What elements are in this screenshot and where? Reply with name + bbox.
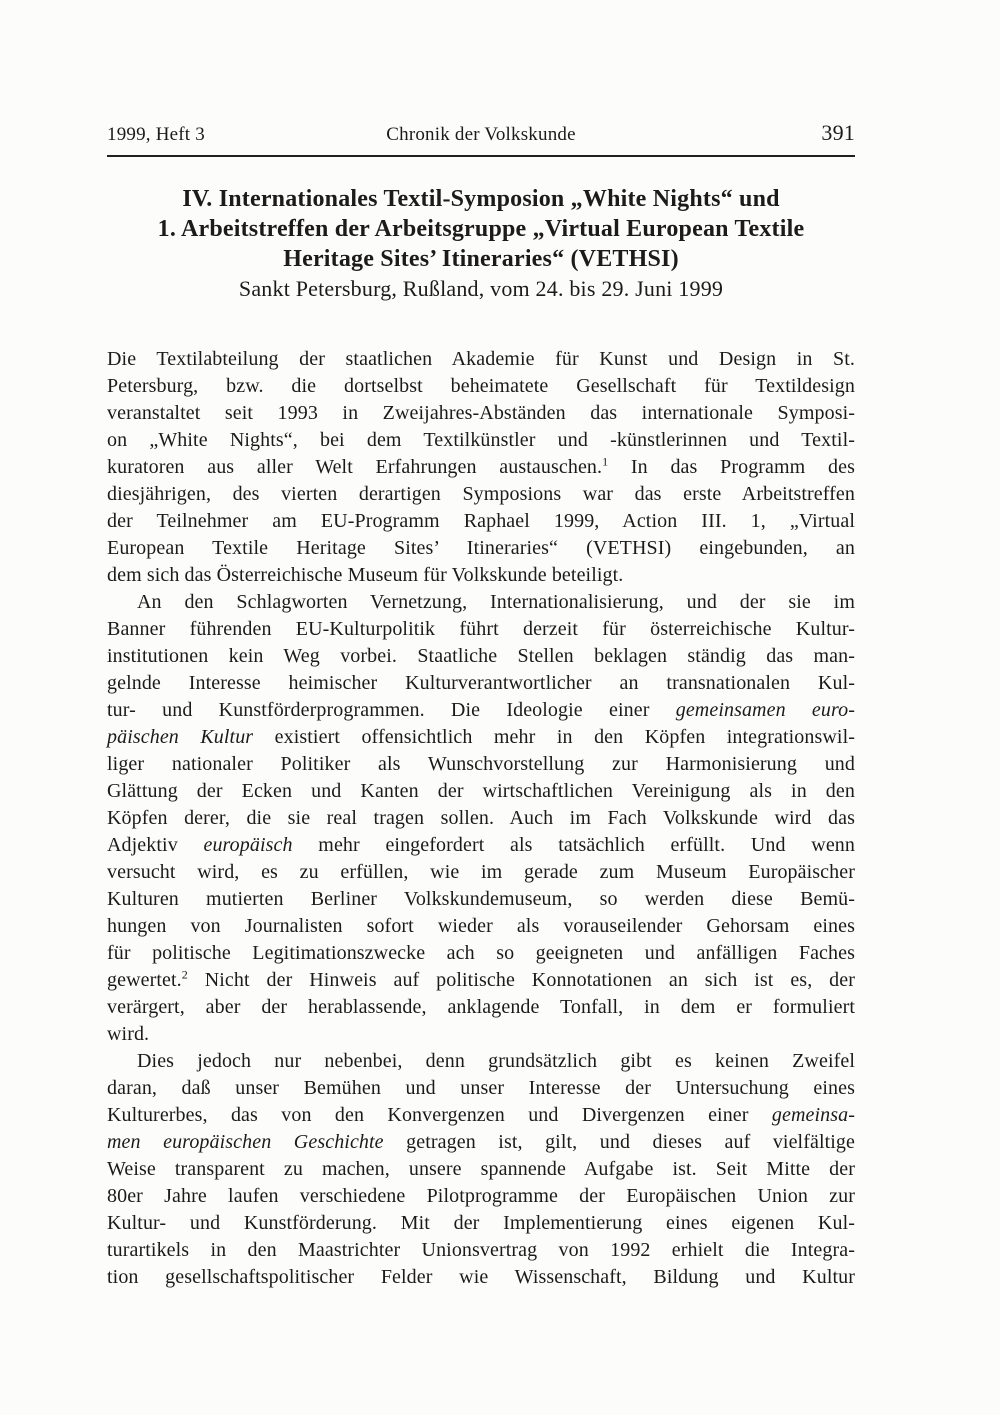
paragraph [107, 589, 855, 1048]
text-line [107, 562, 855, 589]
text-line [107, 1021, 855, 1048]
text-segment: versucht wird, es zu erfüllen, wie im gerade zum Museum Europäischer [107, 861, 855, 883]
text-segment: diesjährigen, des vierten derartigen Symposions war das erste Arbeitstreffen [107, 483, 855, 505]
text-segment: gelnde Interesse heimischer Kulturverantwortlicher an transnationalen Kul- [107, 672, 855, 694]
text-line [107, 454, 855, 481]
text-segment: Kultur- und Kunstförderung. Mit der Implementierung eines eigenen Kul- [107, 1212, 855, 1234]
text-segment: daran, daß unser Bemühen und unser Interesse der Untersuchung eines [107, 1077, 855, 1099]
text-segment: Kulturerbes, das von den Konvergenzen und Divergenzen einer [107, 1104, 772, 1126]
text-segment: tion gesellschaftspolitischer Felder wie Wissenschaft, Bildung und Kultur [107, 1266, 855, 1288]
text-segment: An den Schlagworten Vernetzung, Internationalisierung, und der sie im [137, 591, 855, 613]
paragraph [107, 1048, 855, 1291]
text-segment: verärgert, aber der herablassende, anklagende Tonfall, in dem er formuliert [107, 996, 855, 1018]
text-segment: der Teilnehmer am EU-Programm Raphael 1999, Action III. 1, „Virtual [107, 510, 855, 532]
text-line [107, 724, 855, 751]
text-line [107, 778, 855, 805]
text-segment: Nicht der Hinweis auf politische Konnotationen an sich ist es, der [187, 969, 855, 991]
text-segment: Banner führenden EU-Kulturpolitik führt derzeit für österreichische Kultur- [107, 618, 855, 640]
article-body [107, 346, 855, 1291]
text-segment: mehr eingefordert als tatsächlich erfüllt. Und wenn [292, 834, 855, 856]
text-line [107, 859, 855, 886]
text-line [107, 616, 855, 643]
text-line [107, 481, 855, 508]
text-line [107, 832, 855, 859]
text-segment: Petersburg, bzw. die dortselbst beheimatete Gesellschaft für Textildesign [107, 375, 855, 397]
page-header [107, 0, 855, 147]
italic-text: gemeinsa- [771, 1104, 855, 1126]
text-segment: für politische Legitimationszwecke ach so geeigneten und anfälligen Faches [107, 942, 855, 964]
text-line [107, 886, 855, 913]
text-line [107, 508, 855, 535]
text-segment: getragen ist, gilt, und dieses auf vielfältige [383, 1131, 855, 1153]
title-line-1: IV. Internationales Textil-Symposion „White Nights“ und [182, 186, 780, 212]
text-segment: kuratoren aus aller Welt Erfahrungen austauschen. [107, 456, 603, 478]
text-segment: gewertet. [107, 969, 182, 991]
text-segment: dem sich das Österreichische Museum für Volkskunde beteiligt. [107, 564, 624, 586]
text-line [107, 400, 855, 427]
text-segment: In das Programm des [608, 456, 855, 478]
text-segment: veranstaltet seit 1993 in Zweijahres-Abständen das internationale Symposi- [107, 402, 855, 424]
text-segment: tur- und Kunstförderprogrammen. Die Ideologie einer [107, 699, 676, 721]
title-line-2: 1. Arbeitstreffen der Arbeitsgruppe „Virtual European Textile [157, 216, 805, 242]
text-line [107, 751, 855, 778]
italic-text: gemeinsamen euro- [675, 699, 855, 721]
text-line [107, 697, 855, 724]
text-segment: existiert offensichtlich mehr in den Köpfen integrationswil- [253, 726, 855, 748]
text-line [107, 967, 855, 994]
text-segment: hungen von Journalisten sofort wieder als vorauseilender Gehorsam eines [107, 915, 855, 937]
header-rule [107, 155, 855, 157]
text-segment: Die Textilabteilung der staatlichen Akademie für Kunst und Design in St. [107, 348, 855, 370]
text-line [107, 670, 855, 697]
italic-text: päischen Kultur [107, 726, 254, 748]
article-subtitle: Sankt Petersburg, Rußland, vom 24. bis 29. Juni 1999 [238, 276, 724, 301]
header-issue: 1999, Heft 3 [107, 124, 205, 145]
text-segment: wird. [107, 1023, 150, 1045]
header-page-number: 391 [821, 120, 855, 145]
italic-text: men europäischen Geschichte [107, 1131, 384, 1153]
paragraph [107, 346, 855, 589]
footnote-marker: 1 [602, 454, 609, 469]
text-line [107, 1237, 855, 1264]
text-line [107, 940, 855, 967]
text-line [107, 1156, 855, 1183]
text-line [107, 643, 855, 670]
text-line [107, 1183, 855, 1210]
footnote-marker: 2 [181, 967, 188, 982]
text-line [107, 913, 855, 940]
text-line [107, 805, 855, 832]
text-line [107, 1210, 855, 1237]
text-segment: institutionen kein Weg vorbei. Staatliche Stellen beklagen ständig das man- [107, 645, 855, 667]
text-segment: European Textile Heritage Sites’ Itineraries“ (VETHSI) eingebunden, an [107, 537, 855, 559]
text-segment: Glättung der Ecken und Kanten der wirtschaftlichen Vereinigung als in den [107, 780, 855, 802]
text-line [107, 373, 855, 400]
text-line [107, 1264, 855, 1291]
text-line [107, 1075, 855, 1102]
text-line [107, 535, 855, 562]
header-journal-title: Chronik der Volkskunde [386, 124, 576, 145]
text-line [107, 994, 855, 1021]
text-segment: Weise transparent zu machen, unsere spannende Aufgabe ist. Seit Mitte der [107, 1158, 855, 1180]
title-line-3: Heritage Sites’ Itineraries“ (VETHSI) [283, 246, 679, 272]
text-segment: Adjektiv [107, 834, 204, 856]
italic-text: europäisch [203, 834, 293, 856]
text-segment: Köpfen derer, die sie real tragen sollen. Auch im Fach Volkskunde wird das [107, 807, 855, 829]
text-segment: Dies jedoch nur nebenbei, denn grundsätzlich gibt es keinen Zweifel [137, 1050, 855, 1072]
text-segment: Kulturen mutierten Berliner Volkskundemuseum, so werden diese Bemü- [107, 888, 855, 910]
text-segment: on „White Nights“, bei dem Textilkünstler und -künstlerinnen und Textil- [107, 429, 855, 451]
text-line [107, 1129, 855, 1156]
text-line [107, 346, 855, 373]
text-line [107, 1048, 855, 1075]
text-segment: 80er Jahre laufen verschiedene Pilotprogramme der Europäischen Union zur [107, 1185, 855, 1207]
article-title [107, 184, 855, 304]
text-line [107, 589, 855, 616]
text-segment: liger nationaler Politiker als Wunschvorstellung zur Harmonisierung und [107, 753, 855, 775]
text-line [107, 1102, 855, 1129]
text-line [107, 427, 855, 454]
text-segment: turartikels in den Maastrichter Unionsvertrag von 1992 erhielt die Integra- [107, 1239, 855, 1261]
